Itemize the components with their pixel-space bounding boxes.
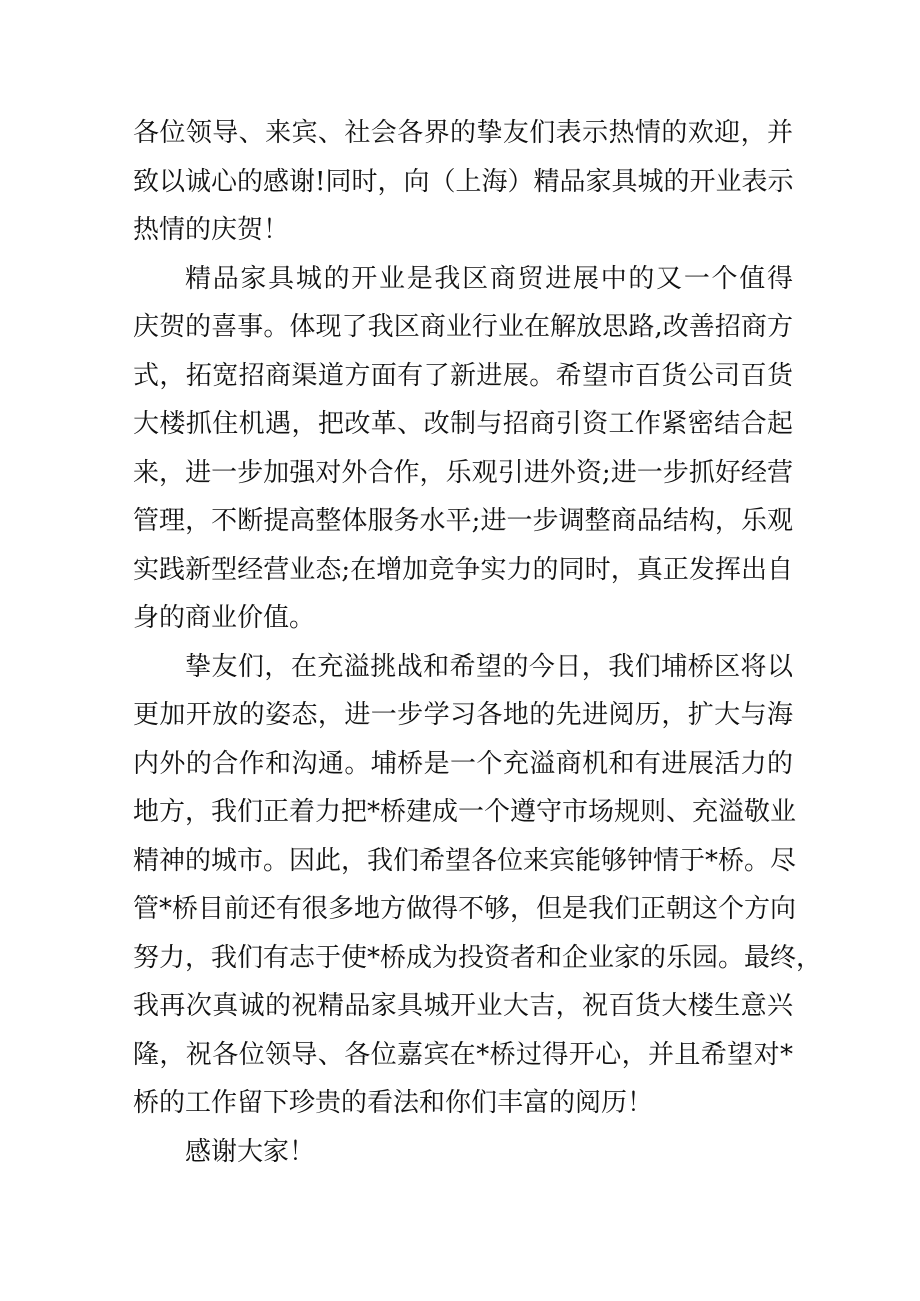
text-line: 桥的工作留下珍贵的看法和你们丰富的阅历！ (133, 1088, 654, 1118)
text-line: 隆，祝各位领导、各位嘉宾在*桥过得开心，并且希望对* (133, 1039, 793, 1070)
text-line: 管*桥目前还有很多地方做得不够，但是我们正朝这个方向 (133, 894, 797, 924)
text-line: 努力，我们有志于使*桥成为投资者和企业家的乐园。最终， (133, 942, 823, 973)
document-body (133, 109, 823, 1176)
text-line: 庆贺的喜事。体现了我区商业行业在解放思路,改善招商方 (133, 312, 793, 342)
text-line: 大楼抓住机遇，把改革、改制与招商引资工作紧密结合起 (133, 409, 793, 439)
text-line: 更加开放的姿态，进一步学习各地的先进阅历，扩大与海 (133, 700, 793, 730)
text-line: 内外的合作和沟通。埔桥是一个充溢商机和有进展活力的 (133, 748, 793, 779)
closing-line: 感谢大家！ (185, 1136, 316, 1167)
text-line: 各位领导、来宾、社会各界的挚友们表示热情的欢迎，并 (133, 118, 793, 148)
text-line: 管理，不断提高整体服务水平;进一步调整商品结构，乐观 (133, 506, 793, 536)
text-line: 实践新型经营业态;在增加竞争实力的同时，真正发挥出自 (133, 554, 793, 585)
text-line: 身的商业价值。 (133, 603, 316, 633)
text-line: 热情的庆贺！ (133, 215, 290, 245)
text-line: 式，拓宽招商渠道方面有了新进展。希望市百货公司百货 (133, 360, 793, 391)
paragraph-first-line: 挚友们，在充溢挑战和希望的今日，我们埔桥区将以 (185, 651, 793, 682)
text-line: 致以诚心的感谢!同时，向（上海）精品家具城的开业表示 (133, 166, 794, 197)
text-line: 精神的城市。因此，我们希望各位来宾能够钟情于*桥。尽 (133, 845, 797, 876)
text-line: 来，进一步加强对外合作，乐观引进外资;进一步抓好经营 (133, 457, 793, 488)
text-line: 我再次真诚的祝精品家具城开业大吉，祝百货大楼生意兴 (133, 991, 793, 1021)
paragraph-first-line: 精品家具城的开业是我区商贸进展中的又一个值得 (185, 263, 793, 294)
text-line: 地方，我们正着力把*桥建成一个遵守市场规则、充溢敬业 (133, 797, 797, 827)
